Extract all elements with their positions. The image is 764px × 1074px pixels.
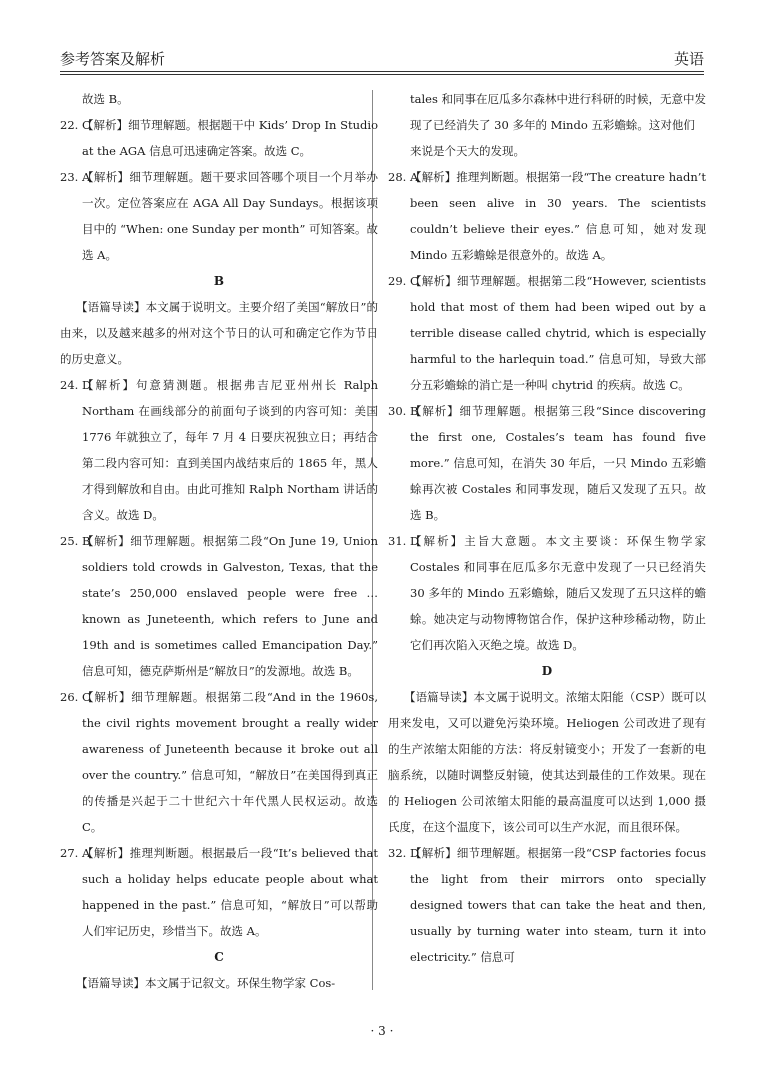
answer-text: 【解析】细节理解题。根据第一段“CSP factories focus the light from their mirrors onto specially designed towers that can take the heat and then, usually by turning water into steam, turn it into electricity.” 信息可	[410, 846, 706, 964]
answer-text: 【解析】主旨大意题。本文主要谈：环保生物学家 Costales 和同事在厄瓜多尔无意中发现了一只已经消失 30 多年的 Mindo 五彩蟾蜍，随后又发现了五只这样的蟾蜍。她决定与动物博物馆合作，保护这种珍稀动物，防止它们再次陷入灭绝之境。故选 D。	[410, 534, 706, 652]
section-heading-d: D	[541, 664, 553, 678]
section-heading-b: B	[213, 274, 225, 288]
section-heading-c: C	[214, 950, 224, 964]
answer-text: 【解析】细节理解题。根据题干中 Kids’ Drop In Studio at the AGA 信息可迅速确定答案。故选 C。	[82, 118, 378, 158]
header-subject: 英语	[673, 50, 704, 68]
answer-text: 【解析】句意猜测题。根据弗吉尼亚州州长 Ralph Northam 在画线部分的前面句子谈到的内容可知：美国 1776 年就独立了，每年 7 月 4 日要庆祝独立日；再结合第二段内容可知：直到美国内战结束后的 1865 年，黑人才得到解放和自由。由此可推知 Ralph Northam 讲话的含义。故选 D。	[82, 378, 378, 522]
passage-intro-b: 【语篇导读】本文属于说明文。主要介绍了美国“解放日”的由来，以及越来越多的州对这个节日的认可和确定它作为节日的历史意义。	[60, 300, 378, 366]
answer-23	[60, 164, 378, 268]
answer-number: 22. C	[60, 118, 91, 132]
continuation-text: tales 和同事在厄瓜多尔森林中进行科研的时候，无意中发现了已经消失了 30 多年的 Mindo 五彩蟾蜍。这对他们来说是个天大的发现。	[410, 92, 707, 158]
answer-text: 【解析】细节理解题。根据第三段“Since discovering the first one, Costales’s team has found five more.” 信息可知，在消失 30 年后，一只 Mindo 五彩蟾蜍再次被 Costales 和同事发现，随后又发现了五只。故选 B。	[410, 404, 706, 522]
answer-32	[388, 840, 706, 970]
answer-number: 30. B	[388, 404, 419, 418]
answer-text: 【解析】推理判断题。根据最后一段“It’s believed that such a holiday helps educate people about what happened in the past.” 信息可知，“解放日”可以帮助人们牢记历史，珍惜当下。故选 A。	[82, 846, 378, 938]
answer-30	[388, 398, 706, 528]
answer-24	[60, 372, 378, 528]
answer-text: 【解析】细节理解题。根据第二段“On June 19, Union soldiers told crowds in Galveston, Texas, that the state’s 250,000 enslaved people were free … known as Juneteenth, which refers to June and 19th and is sometimes called Emancipation Day.” 信息可知，德克萨斯州是“解放日”的发源地。故选 B。	[82, 534, 378, 678]
answer-27	[60, 840, 378, 944]
answer-text: 【解析】推理判断题。根据第一段“The creature hadn’t been seen alive in 30 years. The scientists couldn’t believe their eyes.” 信息可知，她对发现 Mindo 五彩蟾蜍是很意外的。故选 A。	[410, 170, 706, 262]
answer-number: 28. A	[388, 170, 419, 184]
page-header	[60, 44, 704, 72]
answer-number: 32. D	[388, 846, 420, 860]
answer-number: 23. A	[60, 170, 91, 184]
header-title: 参考答案及解析	[60, 50, 166, 68]
answer-number: 27. A	[60, 846, 91, 860]
answer-28	[388, 164, 706, 268]
answer-29	[388, 268, 706, 398]
answer-26	[60, 684, 378, 840]
page-number: · 3 ·	[370, 1024, 394, 1038]
right-column	[388, 86, 706, 970]
continuation-text: 故选 B。	[82, 92, 129, 106]
answer-31	[388, 528, 706, 658]
answer-text: 【解析】细节理解题。根据第二段“However, scientists hold that most of them had been wiped out by a terrible disease called chytrid, which is especially harmful to the harlequin toad.” 信息可知，导致大部分五彩蟾蜍的消亡是一种叫 chytrid 的疾病。故选 C。	[410, 274, 706, 392]
answer-25	[60, 528, 378, 684]
header-rule-thin	[60, 74, 704, 75]
answer-number: 25. B	[60, 534, 91, 548]
answer-number: 29. C	[388, 274, 419, 288]
left-column	[60, 86, 378, 996]
header-rule	[60, 71, 704, 72]
answer-22	[60, 112, 378, 164]
answer-number: 31. D	[388, 534, 420, 548]
answer-number: 24. D	[60, 378, 92, 392]
answer-number: 26. C	[60, 690, 91, 704]
passage-intro-d: 【语篇导读】本文属于说明文。浓缩太阳能（CSP）既可以用来发电，又可以避免污染环境。Heliogen 公司改进了现有的生产浓缩太阳能的方法：将反射镜变小；开发了一套新的电脑系统，以随时调整反射镜，使其达到最佳的工作效果。现在的 Heliogen 公司浓缩太阳能的最高温度可以达到 1,000 摄氏度，在这个温度下，该公司可以生产水泥，而且很环保。	[388, 690, 706, 834]
answer-text: 【解析】细节理解题。根据第二段“And in the 1960s, the civil rights movement brought a really wider awareness of Juneteenth because it broke out all over the country.” 信息可知，“解放日”在美国得到真正的传播是兴起于二十世纪六十年代黑人民权运动。故选 C。	[82, 690, 378, 834]
answer-text: 【解析】细节理解题。题干要求回答哪个项目一个月举办一次。定位答案应在 AGA All Day Sundays。根据该项目中的 “When: one Sunday per month” 可知答案。故选 A。	[82, 170, 378, 262]
passage-intro-c: 【语篇导读】本文属于记叙文。环保生物学家 Cos-	[76, 976, 336, 990]
